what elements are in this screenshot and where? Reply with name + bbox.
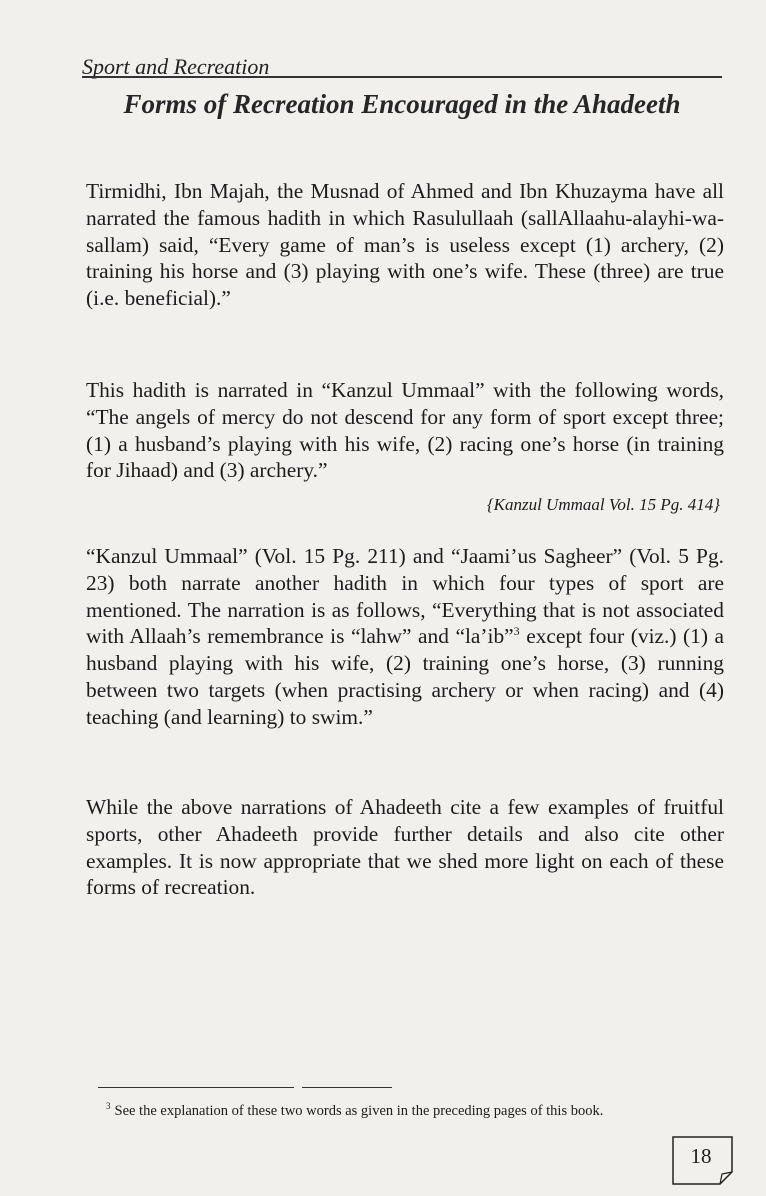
footnote-rule [98, 1087, 294, 1088]
footnote-text: See the explanation of these two words as given in the preceding pages of this book. [114, 1102, 604, 1119]
running-head: Sport and Recreation [82, 54, 270, 79]
footnote [106, 1097, 686, 1120]
header-rule [82, 76, 722, 78]
page-number-box [672, 1136, 734, 1182]
section-title: Forms of Recreation Encouraged in the Ahadeeth [123, 89, 681, 119]
footnote-reference: 3 [513, 624, 520, 639]
paragraph-1: Tirmidhi, Ibn Majah, the Musnad of Ahmed and Ibn Khuzayma have all narrated the famous hadith in which Rasulullaah (sallAllaahu-alayhi-wa-sallam) said, “Every game of man’s is useless except (1) archery, (2) training his horse and (3) playing with one’s wife. These (three) are true (i.e. beneficial).” [86, 179, 724, 311]
paragraph-3-text-a: “Kanzul Ummaal” (Vol. 15 Pg. 211) and “Jaami’us Sagheer” (Vol. 5 Pg. 23) both narrate another hadith in which four types of sport are mentioned. The narration is as follows, “Everything that is not associated with Allaah’s remembrance is “lahw” and “la’ib” [86, 544, 724, 649]
paragraph-3 [86, 543, 724, 731]
footnote-rule-short [302, 1087, 392, 1088]
page-number: 18 [690, 1144, 712, 1168]
paragraph-3-text-b: except four (viz.) (1) a husband playing with his wife, (2) training one’s horse, (3) running between two targets (when practising archery or when racing) and (4) teaching (and learning) to swim.” [86, 624, 724, 729]
paragraph-2: This hadith is narrated in “Kanzul Ummaal” with the following words, “The angels of mercy do not descend for any form of sport except three; (1) a husband’s playing with his wife, (2) racing one’s horse (in training for Jihaad) and (3) archery.” [86, 378, 724, 483]
reference-citation: {Kanzul Ummaal Vol. 15 Pg. 414} [486, 495, 720, 514]
footnote-marker: 3 [106, 1101, 111, 1111]
paragraph-4: While the above narrations of Ahadeeth cite a few examples of fruitful sports, other Ahadeeth provide further details and also cite other examples. It is now appropriate that we shed more light on each of these forms of recreation. [86, 795, 724, 900]
